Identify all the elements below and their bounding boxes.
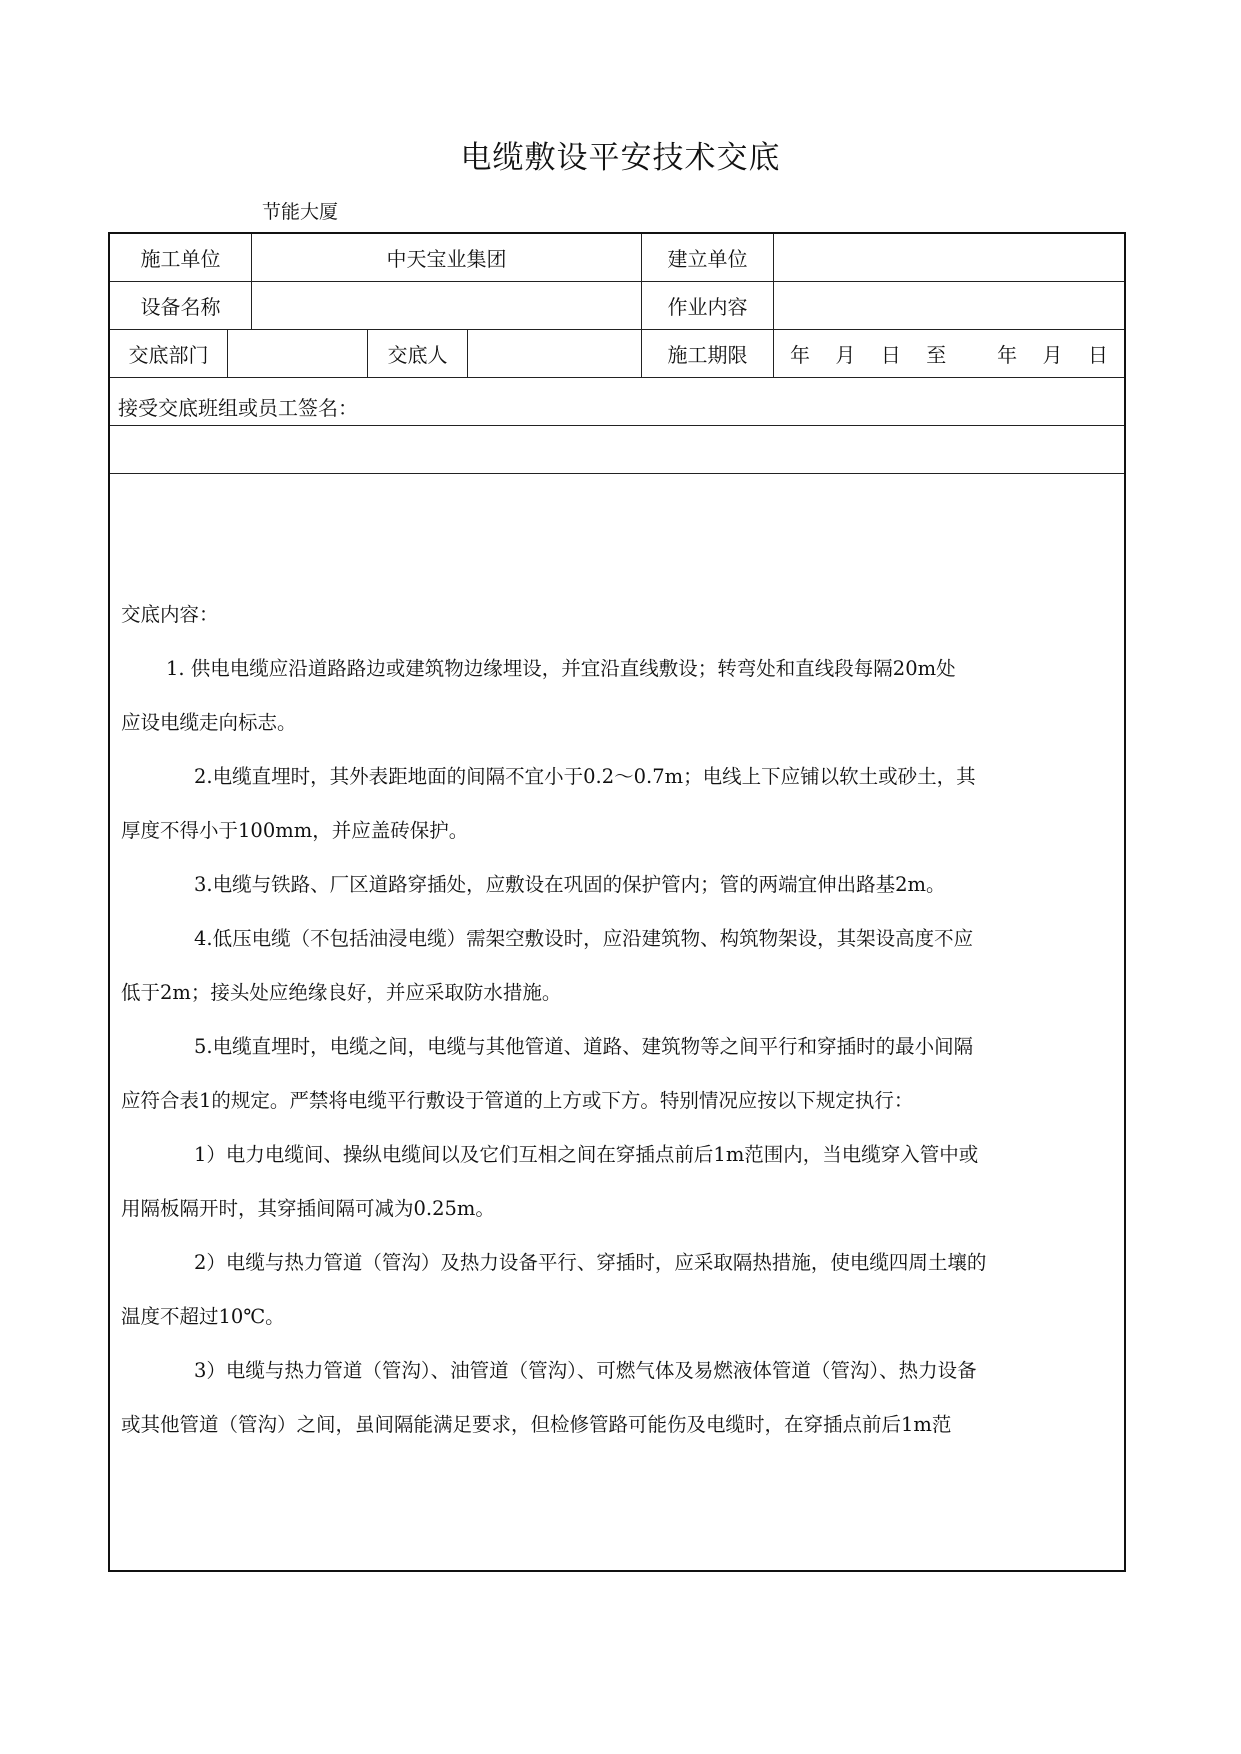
- content-line: 3）电缆与热力管道（管沟）、油管道（管沟）、可燃气体及易燃液体管道（管沟）、热力设备: [194, 1359, 977, 1382]
- supervision-unit-label: 建立单位: [667, 247, 748, 271]
- content-line: 2.电缆直埋时，其外表距地面的间隔不宜小于0.2～0.7m；电线上下应铺以软土或砂土，其: [194, 765, 976, 788]
- content-line: 应设电缆走向标志。: [121, 711, 297, 734]
- content-line: 低于2m；接头处应绝缘良好，并应采取防水措施。: [121, 981, 562, 1004]
- equipment-name-label: 设备名称: [140, 295, 221, 319]
- work-content-value: [774, 282, 1124, 329]
- row-divider-3: [110, 377, 1124, 378]
- content-line: 2）电缆与热力管道（管沟）及热力设备平行、穿插时，应采取隔热措施，使电缆四周土壤的: [194, 1251, 987, 1274]
- content-line: 5.电缆直埋时，电缆之间，电缆与其他管道、道路、建筑物等之间平行和穿插时的最小间隔: [194, 1035, 974, 1058]
- briefing-content: [121, 588, 1071, 1452]
- briefing-dept-label: 交底部门: [128, 343, 209, 367]
- content-line: 厚度不得小于100mm，并应盖砖保护。: [121, 819, 469, 842]
- content-line: 3.电缆与铁路、厂区道路穿插处，应敷设在巩固的保护管内；管的两端宜伸出路基2m。: [194, 873, 946, 896]
- row-divider-5: [110, 473, 1124, 474]
- work-content-label: 作业内容: [667, 295, 748, 319]
- signature-label: 接受交底班组或员工签名：: [118, 396, 358, 420]
- content-line: 应符合表1的规定。严禁将电缆平行敷设于管道的上方或下方。特别情况应按以下规定执行：: [121, 1089, 914, 1112]
- construction-unit-label: 施工单位: [140, 247, 221, 271]
- content-line: 用隔板隔开时，其穿插间隔可减为0.25m。: [121, 1197, 495, 1220]
- content-line: 温度不超过10℃。: [121, 1305, 285, 1328]
- content-line: 1）电力电缆间、操纵电缆间以及它们互相之间在穿插点前后1m范围内，当电缆穿入管中或: [194, 1143, 979, 1166]
- project-name: 节能大厦: [262, 201, 339, 223]
- construction-unit-value: 中天宝业集团: [386, 247, 507, 271]
- content-heading: 交底内容：: [121, 603, 219, 626]
- period-value: 年 月 日 至 年 月 日: [789, 343, 1108, 367]
- briefer-value: [468, 330, 641, 377]
- briefing-dept-value: [228, 330, 367, 377]
- period-label: 施工期限: [667, 343, 748, 367]
- briefer-label: 交底人: [387, 343, 448, 367]
- signature-area: [110, 426, 1124, 473]
- document-title: 电缆敷设平安技术交底: [460, 140, 781, 176]
- content-line: 4.低压电缆（不包括油浸电缆）需架空敷设时，应沿建筑物、构筑物架设，其架设高度不应: [194, 927, 974, 950]
- content-line: 或其他管道（管沟）之间，虽间隔能满足要求，但检修管路可能伤及电缆时，在穿插点前后1m范: [121, 1413, 952, 1436]
- supervision-unit-value: [774, 234, 1124, 281]
- equipment-name-value: [252, 282, 641, 329]
- content-line: 1. 供电电缆应沿道路路边或建筑物边缘埋设，并宜沿直线敷设；转弯处和直线段每隔20m处: [166, 657, 956, 680]
